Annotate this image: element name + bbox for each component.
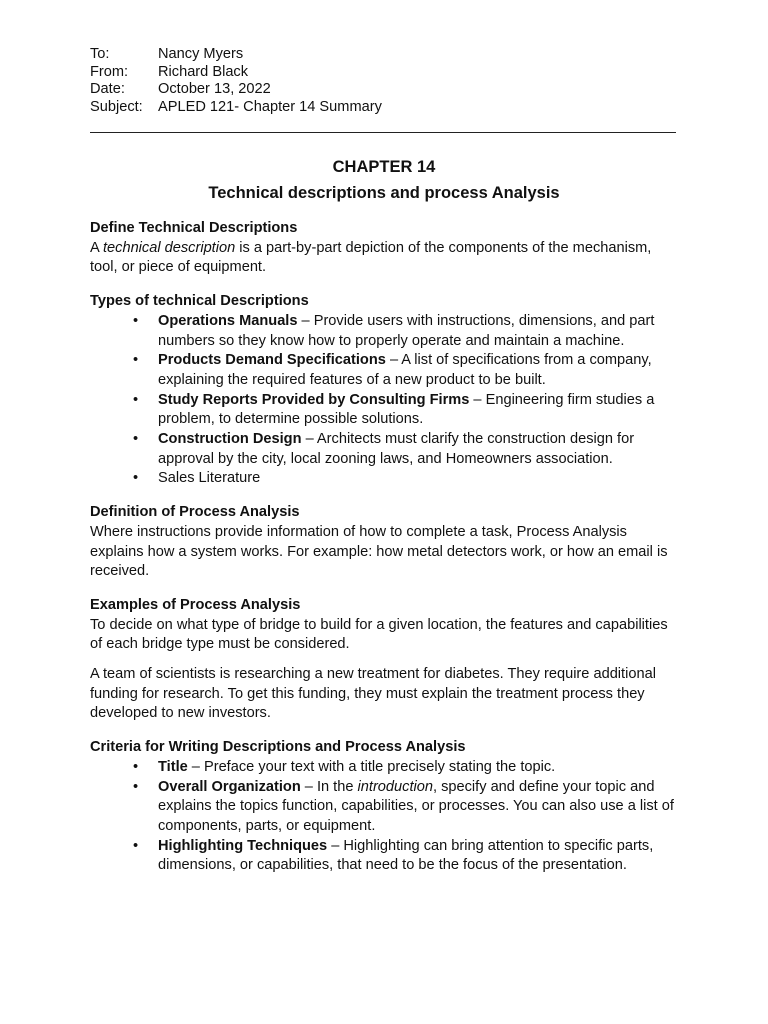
types-heading: Types of technical Descriptions [90,293,309,310]
list-item [90,758,680,778]
list-item-bold: Study Reports Provided by Consulting Firms [158,391,470,408]
process-definition-section [90,503,680,582]
list-item-text: Sales Literature [158,470,261,487]
memo-date-value: October 13, 2022 [158,81,271,97]
list-item [90,837,680,876]
process-definition-heading: Definition of Process Analysis [90,504,300,521]
memo-date-label: Date: [90,81,125,97]
define-term: technical description [102,239,236,256]
list-item-text: – Engineering firm studies a problem, to determine possible solutions. [158,391,655,428]
bullet-icon: • [133,758,139,775]
list-item-bold: Construction Design [158,431,302,448]
memo-subject-value: APLED 121- Chapter 14 Summary [158,98,382,115]
list-item-text: – Architects must clarify the construction design for approval by the city, local zooning laws, and Homeowners association. [158,431,635,467]
define-post: is a part-by-part depiction of the components of the mechanism, tool, or piece of equipment. [90,239,652,276]
criteria-org-bold: Overall Organization [158,778,301,795]
list-item [90,391,680,430]
memo-to-row [90,46,382,64]
bullet-icon: • [133,431,139,448]
examples-paragraph-2: A team of scientists is researching a new treatment for diabetes. They require additional funding for research. To get this funding, they must explain the treatment process they developed to new investors. [90,666,656,722]
bullet-icon: • [133,837,139,854]
criteria-org-post: , specify and define your topic and explains the topics function, capabilities, or processes. You can also use a list of components, parts, or equipment. [158,778,674,834]
criteria-org-italic: introduction [357,778,433,795]
criteria-list [90,758,680,876]
define-section [90,219,680,278]
list-item [90,351,680,390]
process-definition-paragraph: Where instructions provide information of how to complete a task, Process Analysis explains how a system works. For example: how metal detectors work, or how an email is received. [90,523,668,580]
memo-from-label: From: [90,63,129,80]
define-heading: Define Technical Descriptions [90,220,298,236]
list-item [90,312,680,351]
criteria-hl-bold: Highlighting Techniques [158,837,328,854]
examples-section [90,596,680,724]
criteria-section [90,738,680,876]
list-item-bold: Products Demand Specifications [158,352,386,369]
list-item-text: – A list of specifications from a company, explaining the required features of a new product to be built. [158,352,652,388]
criteria-org-pre: – In the [300,778,358,795]
list-item [90,430,680,469]
bullet-icon: • [133,391,139,408]
chapter-number: CHAPTER 14 [332,158,436,176]
bullet-icon: • [133,778,139,795]
document-body [90,219,680,890]
bullet-icon: • [133,352,139,369]
bullet-icon: • [133,470,139,487]
criteria-hl-text: – Highlighting can bring attention to specific parts, dimensions, or capabilities, that need to be the focus of the presentation. [158,837,654,874]
memo-from-value: Richard Black [158,63,249,80]
criteria-title-bold: Title [158,758,188,775]
memo-subject-row [90,99,382,117]
header-divider [90,132,676,133]
criteria-title-text: – Preface your text with a title precisely stating the topic. [187,758,556,775]
memo-to-label: To: [90,46,110,62]
criteria-heading: Criteria for Writing Descriptions and Process Analysis [90,739,466,756]
list-item [90,778,680,837]
memo-header [90,46,382,116]
types-section [90,292,680,489]
list-item [90,469,680,489]
define-pre: A [90,239,103,256]
list-item-text: – Provide users with instructions, dimensions, and part numbers so they know how to properly operate and maintain a machine. [158,312,655,349]
chapter-title: Technical descriptions and process Analysis [208,184,560,202]
examples-heading: Examples of Process Analysis [90,596,301,613]
memo-subject-label: Subject: [90,98,143,115]
bullet-icon: • [133,312,139,329]
memo-to-value: Nancy Myers [158,46,244,62]
list-item-bold: Operations Manuals [158,312,298,329]
memo-from-row [90,64,382,82]
examples-paragraph-1: To decide on what type of bridge to build for a given location, the features and capabilities of each bridge type must be considered. [90,616,668,653]
types-list [90,312,680,489]
define-paragraph [90,239,680,278]
memo-date-row [90,81,382,99]
